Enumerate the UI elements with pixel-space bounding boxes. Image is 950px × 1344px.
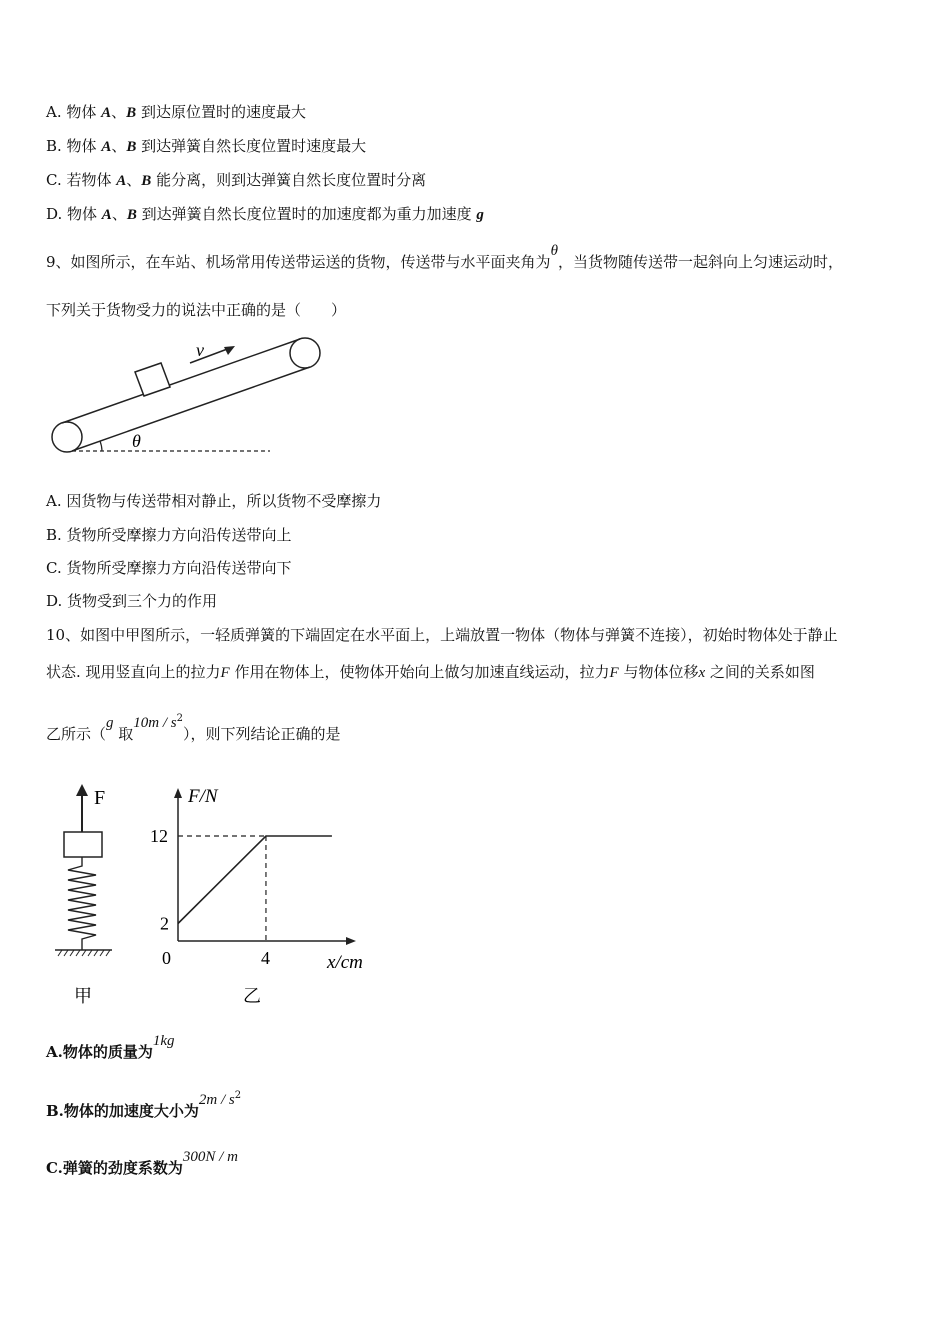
q10-stem-line2: 状态. 现用竖直向上的拉力F 作用在物体上，使物体开始向上做匀加速直线运动，拉力F 与物体位移x 之间的关系如图 — [46, 663, 815, 681]
x-axis-label: x/cm — [327, 952, 363, 973]
y-tick-label-2: 2 — [160, 913, 169, 934]
angle-label: θ — [132, 431, 141, 451]
q10-stem-line3: 乙所示（g 取$10m / s^2$），则下列结论正确的是 — [46, 713, 341, 743]
velocity-arrowhead — [224, 346, 235, 355]
lower-roller — [52, 422, 82, 452]
q10-stem-line1: 10、如图中甲图所示，一轻质弹簧的下端固定在水平面上，上端放置一物体（物体与弹簧不连接），初始时物体处于静止 — [46, 626, 838, 644]
spring — [68, 857, 96, 950]
q10-option-c: C.弹簧的劲度系数为300N / m — [46, 1149, 238, 1177]
belt-top — [62, 339, 300, 423]
origin-tick-label: 0 — [162, 948, 171, 968]
q8-option-a: A. 物体 A、B 到达原位置时的速度最大 — [46, 103, 306, 121]
force-label: F — [94, 787, 106, 809]
y-axis-label: F/N — [188, 786, 218, 807]
q9-option-a: A. 因货物与传送带相对静止，所以货物不受摩擦力 — [46, 492, 382, 510]
force-arrowhead — [76, 784, 88, 796]
conveyor-belt-figure — [40, 330, 340, 460]
ground-hatch — [58, 950, 110, 956]
q10-option-b: B.物体的加速度大小为$2m / s^2$ — [46, 1090, 242, 1120]
q9-stem-line1: 9、如图所示，在车站、机场常用传送带运送的货物，传送带与水平面夹角为θ，当货物随传送带一起斜向上匀速运动时， — [46, 243, 843, 271]
x-axis-arrowhead — [346, 937, 356, 945]
q8-option-c: C. 若物体 A、B 能分离，则到达弹簧自然长度位置时分离 — [46, 171, 427, 189]
y-tick-label-12: 12 — [150, 826, 168, 846]
q9-option-d: D. 货物受到三个力的作用 — [46, 592, 218, 610]
q9-option-b: B. 货物所受摩擦力方向沿传送带向上 — [46, 526, 292, 544]
cargo-box — [135, 363, 170, 396]
angle-arc — [100, 441, 102, 451]
block — [64, 832, 102, 857]
upper-roller — [290, 338, 320, 368]
q8-option-b: B. 物体 A、B 到达弹簧自然长度位置时速度最大 — [46, 137, 367, 155]
q9-stem-line2: 下列关于货物受力的说法中正确的是（ ） — [46, 301, 347, 319]
velocity-label: v — [196, 340, 204, 360]
y-axis-arrowhead — [174, 788, 182, 798]
force-line-series — [178, 836, 332, 924]
q8-option-d: D. 物体 A、B 到达弹簧自然长度位置时的加速度都为重力加速度 g — [46, 205, 484, 223]
x-tick-label-4: 4 — [260, 948, 270, 968]
q10-option-a: A.物体的质量为1kg — [46, 1033, 175, 1061]
caption-jia: 甲 — [74, 986, 92, 1006]
spring-figure-jia — [50, 780, 130, 1010]
caption-yi: 乙 — [243, 986, 261, 1006]
q9-option-c: C. 货物所受摩擦力方向沿传送带向下 — [46, 559, 292, 577]
belt-bottom — [72, 367, 310, 451]
force-displacement-chart — [140, 778, 380, 1013]
